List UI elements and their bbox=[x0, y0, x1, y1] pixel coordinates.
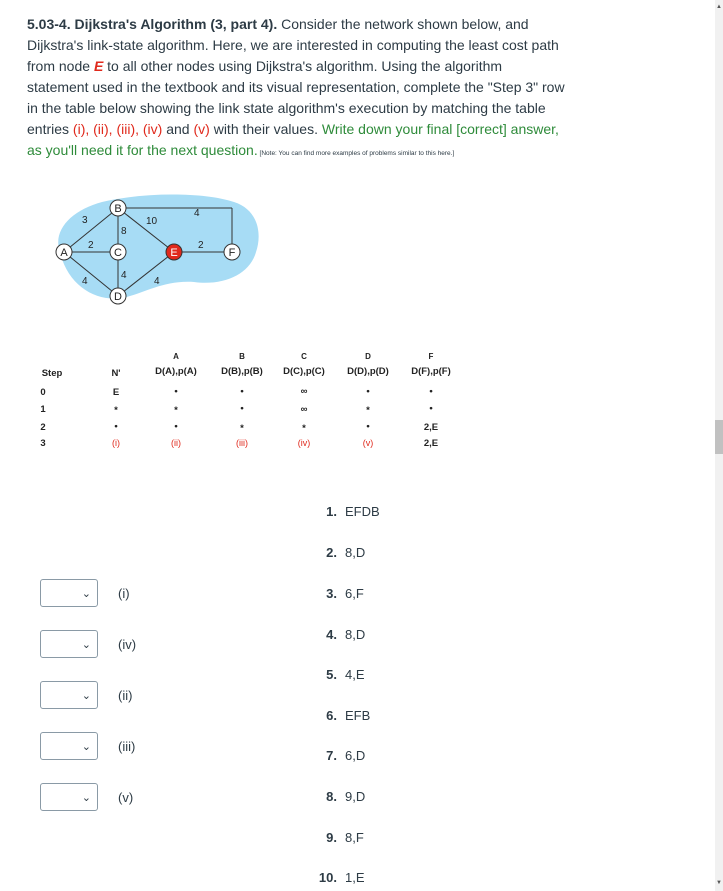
match-select-iii[interactable] bbox=[40, 732, 98, 760]
match-label-iv: (iv) bbox=[118, 637, 137, 652]
scroll-up-icon[interactable]: ▲ bbox=[716, 4, 722, 10]
match-select-v[interactable] bbox=[40, 783, 98, 811]
header-d: D(D),p(D) bbox=[347, 366, 389, 377]
node-b bbox=[110, 200, 126, 216]
scrollbar[interactable] bbox=[715, 0, 723, 891]
edge-label-ef: 2 bbox=[198, 240, 204, 251]
header-b: D(B),p(B) bbox=[221, 366, 263, 377]
source-node: E bbox=[93, 58, 104, 74]
list-item: 2. 8,D bbox=[326, 545, 366, 560]
svg-text:D: D bbox=[114, 291, 122, 303]
chevron-down-icon: ⌄ bbox=[81, 588, 91, 600]
note-link[interactable]: [Note: You can find more examples of problems similar to this here.] bbox=[257, 150, 455, 157]
chevron-down-icon: ⌄ bbox=[81, 690, 91, 702]
header-f: D(F),p(F) bbox=[411, 366, 451, 377]
list-item: 6. EFB bbox=[326, 708, 371, 723]
match-label-v: (v) bbox=[118, 790, 134, 805]
match-label-i: (i) bbox=[118, 586, 130, 601]
node-e bbox=[166, 244, 182, 260]
network-graph bbox=[44, 190, 276, 310]
node-d bbox=[110, 288, 126, 304]
edge-label-bc: 8 bbox=[121, 226, 127, 237]
edge-label-cd: 4 bbox=[121, 270, 127, 281]
list-item: 3. 6,F bbox=[326, 586, 364, 601]
chevron-down-icon: ⌄ bbox=[81, 792, 91, 804]
edge-label-de: 4 bbox=[154, 276, 160, 287]
header-step: Step bbox=[41, 368, 63, 379]
list-item: 8. 9,D bbox=[326, 789, 366, 804]
question-text: 5.03-4. Dijkstra's Algorithm (3, part 4). Consider the network shown below, and Dijkstra's link-state algorithm. Here, we are interested in computing the least cost path from node E to all other nodes using Dijkstra's algorithm. Using the algorithm statement used in the textbook and its visual representation, complete the "Step 3" row in the table below showing the link state algorithm's execution by matching the table entries (i), (ii), (iii), (iv) and (v) with their values. Write down your final [correct] answer, as you'll need it for the next question. [Note: You can find more examples of problems similar to this here.] bbox=[27, 16, 565, 158]
edge-label-ad: 4 bbox=[82, 276, 88, 287]
chevron-down-icon: ⌄ bbox=[81, 741, 91, 753]
match-label-iii: (iii) bbox=[118, 739, 136, 754]
node-a bbox=[56, 244, 72, 260]
chevron-down-icon: ⌄ bbox=[81, 639, 91, 651]
list-item: 10. 1,E bbox=[318, 870, 365, 885]
svg-text:E: E bbox=[170, 247, 178, 259]
edge-label-ab: 3 bbox=[82, 215, 88, 226]
header-n: N' bbox=[111, 368, 121, 379]
edge-label-be: 10 bbox=[146, 216, 158, 227]
instruction: Write down your final [correct] answer, as you'll need it for the next question. bbox=[27, 121, 559, 158]
list-item: 5. 4,E bbox=[326, 667, 365, 682]
list-item: 9. 8,F bbox=[326, 830, 364, 845]
dijkstra-table: A B C D F Step N' D(A),p(A) D(B),p(B) D(C),p(C) D(D),p(D) D(F),p(F) 0 E • • ∞ • • 1 * * • ∞ * • 2 • • * * • 2,E 3 (i) (ii) (iii) (iv) (v) 2,E bbox=[40, 352, 451, 449]
scroll-down-icon[interactable]: ▼ bbox=[716, 880, 722, 886]
list-item: 1. EFDB bbox=[326, 504, 380, 519]
header-c: D(C),p(C) bbox=[283, 366, 325, 377]
scroll-thumb[interactable] bbox=[715, 420, 723, 454]
svg-text:B: B bbox=[114, 203, 122, 215]
match-select-i[interactable] bbox=[40, 579, 98, 607]
match-label-ii: (ii) bbox=[118, 688, 133, 703]
node-c bbox=[110, 244, 126, 260]
match-select-iv[interactable] bbox=[40, 630, 98, 658]
edge-label-ac: 2 bbox=[88, 240, 94, 251]
header-a: D(A),p(A) bbox=[155, 366, 197, 377]
match-select-ii[interactable] bbox=[40, 681, 98, 709]
svg-text:C: C bbox=[114, 247, 122, 259]
edge-label-bf: 4 bbox=[194, 208, 200, 219]
node-f bbox=[224, 244, 240, 260]
svg-text:F: F bbox=[228, 247, 236, 259]
svg-text:A: A bbox=[60, 247, 68, 259]
list-item: 4. 8,D bbox=[326, 627, 366, 642]
list-item: 7. 6,D bbox=[326, 748, 366, 763]
question-title: 5.03-4. Dijkstra's Algorithm (3, part 4). bbox=[27, 16, 278, 32]
